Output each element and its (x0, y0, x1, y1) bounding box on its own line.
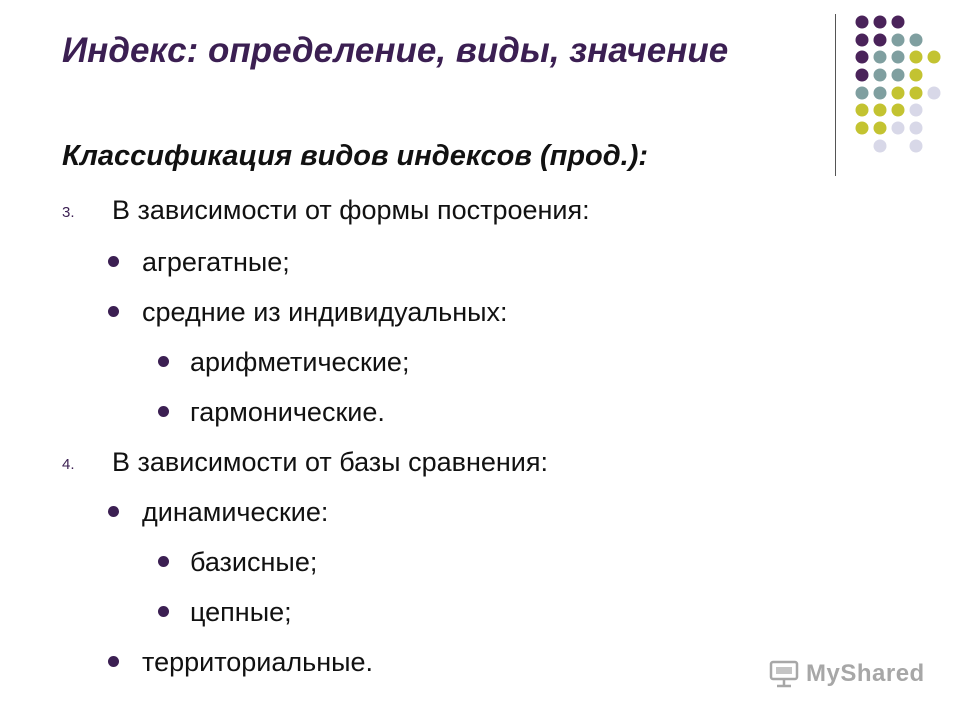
decor-dot (892, 51, 905, 64)
decor-dot (874, 34, 887, 47)
slide-title: Индекс: определение, виды, значение (62, 31, 729, 70)
decor-dot (856, 34, 869, 47)
decor-dot (928, 51, 941, 64)
bullet-icon (158, 556, 169, 567)
decor-dot (874, 140, 887, 153)
decor-dot (874, 69, 887, 82)
bullet-icon (158, 606, 169, 617)
decor-dot (910, 34, 923, 47)
bullet-icon (158, 406, 169, 417)
list-subitem: цепные; (190, 597, 292, 627)
section-number: 4. (62, 456, 75, 473)
decor-dot (892, 87, 905, 100)
decor-dot (910, 51, 923, 64)
list-subitem: арифметические; (190, 347, 410, 377)
watermark (768, 656, 925, 692)
bullet-icon (108, 656, 119, 667)
list-item: территориальные. (142, 647, 374, 677)
decor-dot (910, 104, 923, 117)
list-subitem: базисные; (190, 547, 318, 577)
decor-dot (910, 122, 923, 135)
decor-dot (874, 104, 887, 117)
section-heading: В зависимости от базы сравнения: (112, 447, 548, 477)
bullet-icon (158, 356, 169, 367)
decor-dot (910, 69, 923, 82)
list-item: агрегатные; (142, 247, 290, 277)
decor-dot (910, 87, 923, 100)
list-subitem: гармонические. (190, 397, 385, 427)
list-item: динамические: (142, 497, 329, 527)
decor-dot (910, 140, 923, 153)
bullet-icon (108, 256, 119, 267)
decor-dot (892, 104, 905, 117)
decor-dot (874, 51, 887, 64)
vertical-divider (835, 14, 836, 176)
decor-dot (928, 87, 941, 100)
section-heading: В зависимости от формы построения: (112, 195, 590, 225)
decor-dot (892, 122, 905, 135)
decor-dot (874, 122, 887, 135)
decor-dot (874, 16, 887, 29)
decor-dot (856, 122, 869, 135)
decor-dot (892, 34, 905, 47)
section-number: 3. (62, 204, 75, 221)
bullet-icon (108, 306, 119, 317)
decor-dot (892, 16, 905, 29)
decor-dot (874, 87, 887, 100)
presentation-screen-icon (768, 659, 800, 689)
decor-dot (856, 69, 869, 82)
decor-dot (856, 104, 869, 117)
watermark-text: MyShared (806, 660, 925, 687)
list-item: средние из индивидуальных: (142, 297, 508, 327)
decor-dot (856, 51, 869, 64)
slide-subtitle: Классификация видов индексов (прод.): (62, 140, 649, 172)
decor-dot (856, 16, 869, 29)
decor-dot (892, 69, 905, 82)
decor-dot (856, 87, 869, 100)
bullet-icon (108, 506, 119, 517)
